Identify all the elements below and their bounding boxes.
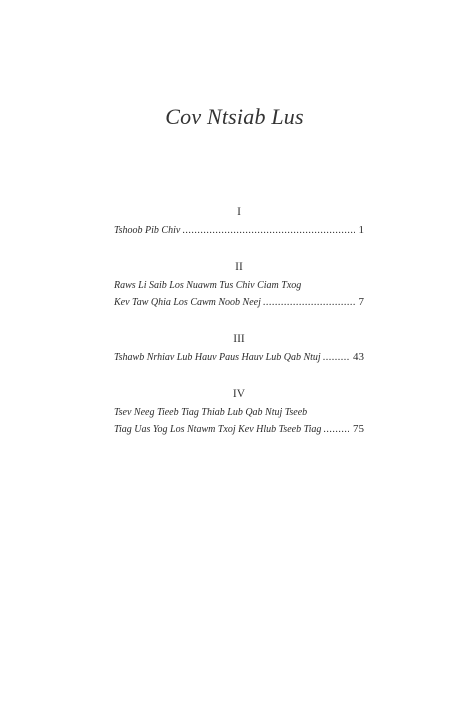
entry-title-line[interactable]: Raws Li Saib Los Nuawm Tus Chiv Ciam Txog xyxy=(114,280,302,291)
toc-entry[interactable] xyxy=(114,421,364,438)
section-numeral: II xyxy=(235,261,243,273)
page-number: 7 xyxy=(358,296,364,308)
section-numeral: IV xyxy=(232,388,246,400)
dot-leader xyxy=(182,222,354,239)
dot-leader xyxy=(323,421,349,438)
entry-title: Tshawb Nrhiav Lub Hauv Paus Hauv Lub Qab Ntuj xyxy=(114,352,321,363)
toc-entry[interactable] xyxy=(114,222,364,239)
toc-section-2 xyxy=(114,260,364,311)
section-numeral: III xyxy=(233,333,245,345)
section-numeral: I xyxy=(237,206,241,218)
entry-title: Tiag Uas Yog Los Ntawm Txoj Kev Hlub Tseeb Tiag xyxy=(114,424,322,435)
page-number: 75 xyxy=(353,423,364,435)
page-number: 1 xyxy=(358,224,364,236)
table-of-contents xyxy=(114,205,364,459)
entry-title: Kev Taw Qhia Los Cawm Noob Neej xyxy=(114,297,261,308)
toc-entry[interactable] xyxy=(114,294,364,311)
entry-title-line[interactable]: Tsev Neeg Tieeb Tiag Thiab Lub Qab Ntuj Tseeb xyxy=(114,407,308,418)
toc-section-4 xyxy=(114,387,364,438)
toc-section-3 xyxy=(114,332,364,366)
toc-entry[interactable] xyxy=(114,349,364,366)
toc-section-1 xyxy=(114,205,364,239)
page-number: 43 xyxy=(353,351,364,363)
dot-leader xyxy=(263,294,355,311)
page-title: Cov Ntsiab Lus xyxy=(165,104,304,129)
dot-leader xyxy=(323,349,349,366)
entry-title: Tshoob Pib Chiv xyxy=(114,225,181,236)
